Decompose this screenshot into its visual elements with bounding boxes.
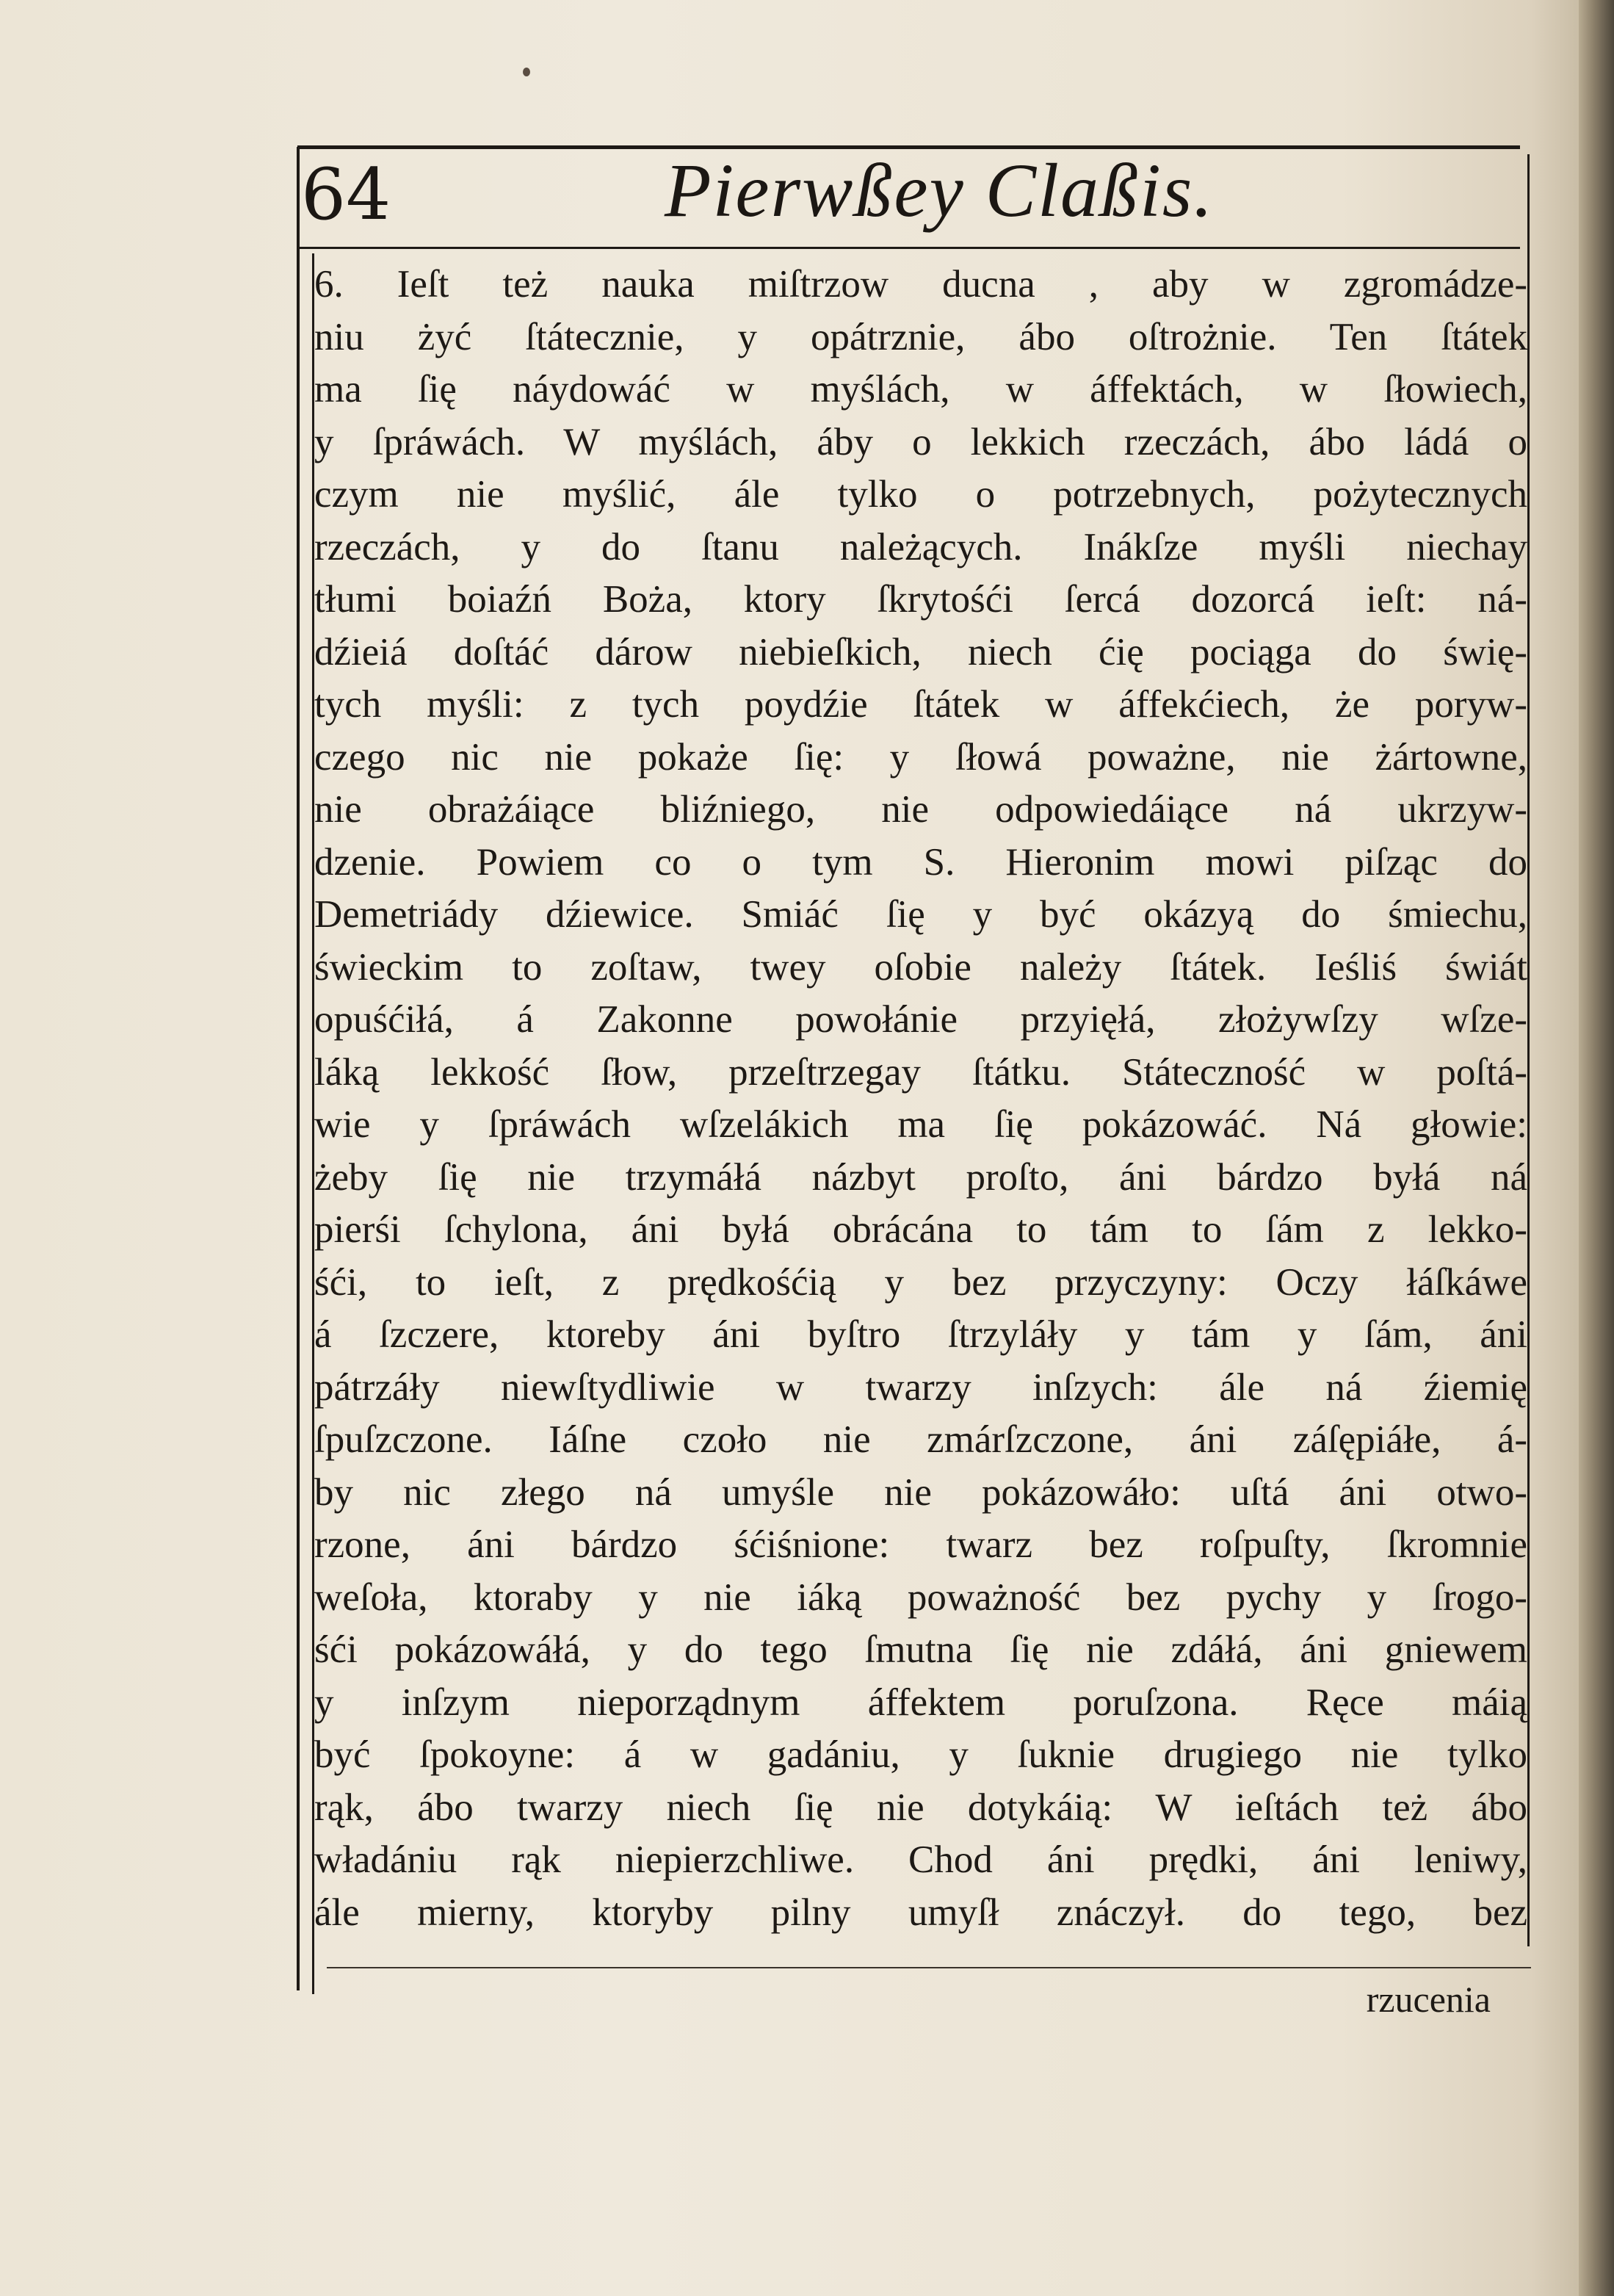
bottom-rule (327, 1967, 1531, 1968)
text-line: czego nic nie pokaże ſię: y ſłowá poważne, nie żártowne, (314, 735, 1527, 779)
text-line: pátrzáły niewſtydliwie w twarzy inſzych: ále ná źiemię (314, 1365, 1527, 1409)
text-line: czym nie myślić, ále tylko o potrzebnych, pożytecznych (314, 473, 1527, 516)
text-line: ſpuſzczone. Iáſne czoło nie zmárſzczone, áni záſępiáłe, á- (314, 1418, 1527, 1461)
text-line: świeckim to zoſtaw, twey oſobie należy ſtátek. Ieśliś świát (314, 945, 1527, 989)
text-line: Demetriády dźiewice. Smiáć ſię y być okázyą do śmiechu, (314, 893, 1527, 936)
text-line: rzone, áni bárdzo śćiśnione: twarz bez roſpuſty, ſkromnie (314, 1523, 1527, 1566)
text-line: władániu rąk niepierzchliwe. Chod áni prędki, áni leniwy, (314, 1838, 1527, 1881)
text-line: ále mierny, ktoryby pilny umyſł znáczył. do tego, bez (314, 1891, 1527, 1934)
text-line: rzeczách, y do ſtanu należących. Inákſze myśli niechay (314, 525, 1527, 568)
text-line: tłumi boiaźń Boża, ktory ſkrytośći ſercá dozorcá ieſt: ná- (314, 578, 1527, 621)
left-margin-rule (297, 147, 300, 1990)
text-line: tych myśli: z tych poydźie ſtátek w áffekćiech, że poryw- (314, 683, 1527, 726)
text-line: śći, to ieſt, z prędkośćią y bez przyczyny: Oczy łáſkáwe (314, 1260, 1527, 1304)
right-margin-rule (1527, 154, 1530, 1946)
text-line: y inſzym nieporządnym áffektem poruſzona. Ręce máią (314, 1681, 1527, 1724)
body-text (314, 259, 1527, 1939)
running-title: Pierwßey Claßis. (665, 148, 1215, 233)
text-line: dźieiá doſtáć dárow niebieſkich, niech ćię pociąga do świę- (314, 630, 1527, 674)
text-line: ma ſię náydowáć w myślách, w áffektách, w ſłowiech, (314, 368, 1527, 411)
text-line: y ſpráwách. W myślách, áby o lekkich rzeczách, ábo ládá o (314, 420, 1527, 463)
page-edge-shadow (1579, 0, 1614, 2296)
text-line: być ſpokoyne: á w gadániu, y ſuknie drugiego nie tylko (314, 1733, 1527, 1776)
text-line: śći pokázowáłá, y do tego ſmutna ſię nie zdáłá, áni gniewem (314, 1628, 1527, 1671)
header-rule-bottom (297, 247, 1520, 249)
catchword: rzucenia (1366, 1979, 1491, 2020)
text-line: by nic złego ná umyśle nie pokázowáło: uſtá áni otwo- (314, 1470, 1527, 1514)
text-line: niu żyć ſtátecznie, y opátrznie, ábo oſtrożnie. Ten ſtátek (314, 315, 1527, 358)
text-line: nie obrażáiące bliźniego, nie odpowiedáiące ná ukrzyw- (314, 788, 1527, 831)
text-line: 6. Ieſt też nauka miſtrzow ducna , aby w zgromádze- (314, 263, 1527, 306)
text-line: żeby ſię nie trzymáłá názbyt proſto, áni bárdzo byłá ná (314, 1155, 1527, 1199)
text-line: pierśi ſchylona, áni byłá obrácána to tám to ſám z lekko- (314, 1208, 1527, 1251)
text-line: wie y ſpráwách wſzelákich ma ſię pokázowáć. Ná głowie: (314, 1103, 1527, 1146)
text-line: rąk, ábo twarzy niech ſię nie dotykáią: W ieſtách też ábo (314, 1786, 1527, 1829)
text-line: opuśćiłá, á Zakonne powołánie przyięłá, złożywſzy wſze- (314, 998, 1527, 1041)
text-line: weſoła, ktoraby y nie iáką poważność bez pychy y ſrogo- (314, 1575, 1527, 1619)
text-line: láką lekkość ſłow, przeſtrzegay ſtátku. Státeczność w poſtá- (314, 1050, 1527, 1094)
page-number: 64 (301, 154, 391, 236)
ink-speck (523, 68, 530, 76)
text-line: á ſzczere, ktoreby áni byſtro ſtrzyláły y tám y ſám, áni (314, 1313, 1527, 1356)
text-line: dzenie. Powiem co o tym S. Hieronim mowi piſząc do (314, 840, 1527, 884)
